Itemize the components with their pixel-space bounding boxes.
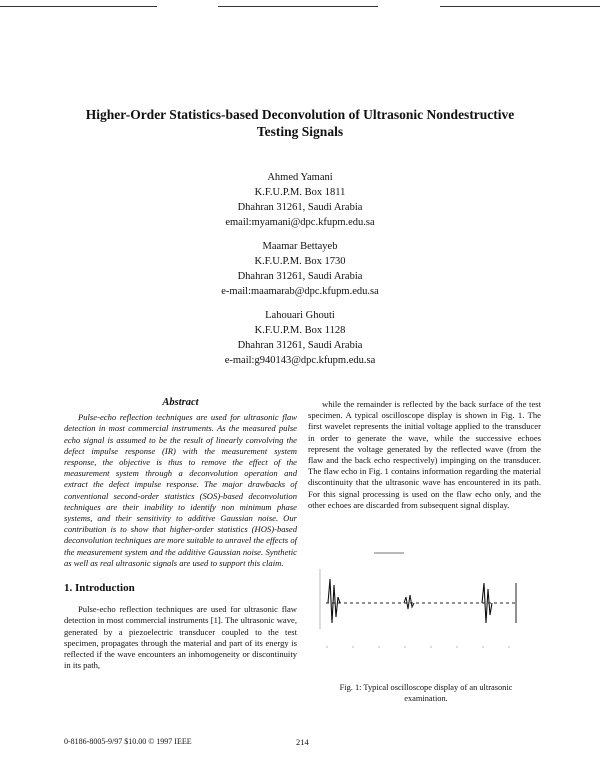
author-city: Dhahran 31261, Saudi Arabia — [237, 271, 363, 282]
author-name: Maamar Bettayeb — [262, 241, 338, 252]
initial-pulse — [328, 579, 340, 623]
author-name: Lahouari Ghouti — [265, 310, 335, 321]
author-email: e-mail:maamarab@dpc.kfupm.edu.sa — [221, 286, 379, 297]
author-email: email:myamani@dpc.kfupm.edu.sa — [225, 217, 375, 228]
author-block-3 — [150, 308, 450, 368]
author-name: Ahmed Yamani — [267, 172, 333, 183]
left-column — [64, 397, 297, 671]
footer-code: 0-8186-8005-9/97 $10.00 © 1997 IEEE — [64, 737, 192, 746]
abstract-text: Pulse-echo reflection techniques are used for ultrasonic flaw detection in most commercial instruments. As the measured pulse echo signal is assumed to be the result of linearly convolving the defect impulse response (IR) with the measurement system response, the objective is thus to remove the effect of the measurement system through a deconvolution operation and extract the defect impulse response. The major drawbacks of conventional second-order statistics (SOS)-based deconvolution techniques are their inability to identify non minimum phase systems, and their sensitivity to additive Gaussian noise. Our contribution is to show that higher-order statistics (HOS)-based deconvolution techniques are more suitable to unravel the effects of the measurement system and the additive Gaussian noise. Synthetic as well as real ultrasonic signals are used to support this claim. — [64, 412, 297, 568]
author-block-2 — [150, 239, 450, 299]
title-line-1: Higher-Order Statistics-based Deconvolution of Ultrasonic Nondestructive — [85, 107, 515, 122]
oscilloscope-figure — [318, 549, 532, 661]
author-city: Dhahran 31261, Saudi Arabia — [237, 340, 363, 351]
author-box: K.F.U.P.M. Box 1128 — [254, 325, 346, 336]
abstract-heading: Abstract — [162, 397, 199, 408]
section-1-text: Pulse-echo reflection techniques are used for ultrasonic flaw detection in most commercial instruments [1]. The ultrasonic wave, generated by a piezoelectric transducer coupled to the test specimen, propagates through the material and part of its energy is reflected if the wave encounters an inhomogeneity or discontinuity in its path, — [64, 604, 297, 671]
header-rule-left — [0, 6, 157, 7]
paper-title — [60, 106, 540, 140]
header-rule-right — [440, 6, 600, 7]
author-email: e-mail:g940143@dpc.kfupm.edu.sa — [224, 355, 376, 366]
page-number: 214 — [296, 737, 309, 747]
header-rule-mid — [218, 6, 378, 7]
right-column — [308, 399, 541, 511]
right-column-text: while the remainder is reflected by the back surface of the test specimen. A typical oscilloscope display is shown in Fig. 1. The first wavelet represents the initial voltage applied to the transducer in order to generate the wave, while the successive echoes represent the voltage generated by the reflected wave (from the flaw and the back echo respectively) impinging on the transducer. The flaw echo in Fig. 1 contains information regarding the material discontinuity that the ultrasonic wave has encountered in its path. For this signal processing is used on the flaw echo only, and the other echoes are discarded from subsequent signal display. — [308, 399, 541, 510]
author-city: Dhahran 31261, Saudi Arabia — [237, 202, 363, 213]
author-box: K.F.U.P.M. Box 1730 — [254, 256, 346, 267]
title-line-2: Testing Signals — [256, 124, 344, 139]
figure-caption: Fig. 1: Typical oscilloscope display of an ultrasonic examination. — [339, 683, 513, 703]
flaw-echo — [404, 595, 414, 609]
section-1-heading: 1. Introduction — [64, 582, 135, 595]
author-block-1 — [150, 170, 450, 230]
author-box: K.F.U.P.M. Box 1811 — [254, 187, 346, 198]
